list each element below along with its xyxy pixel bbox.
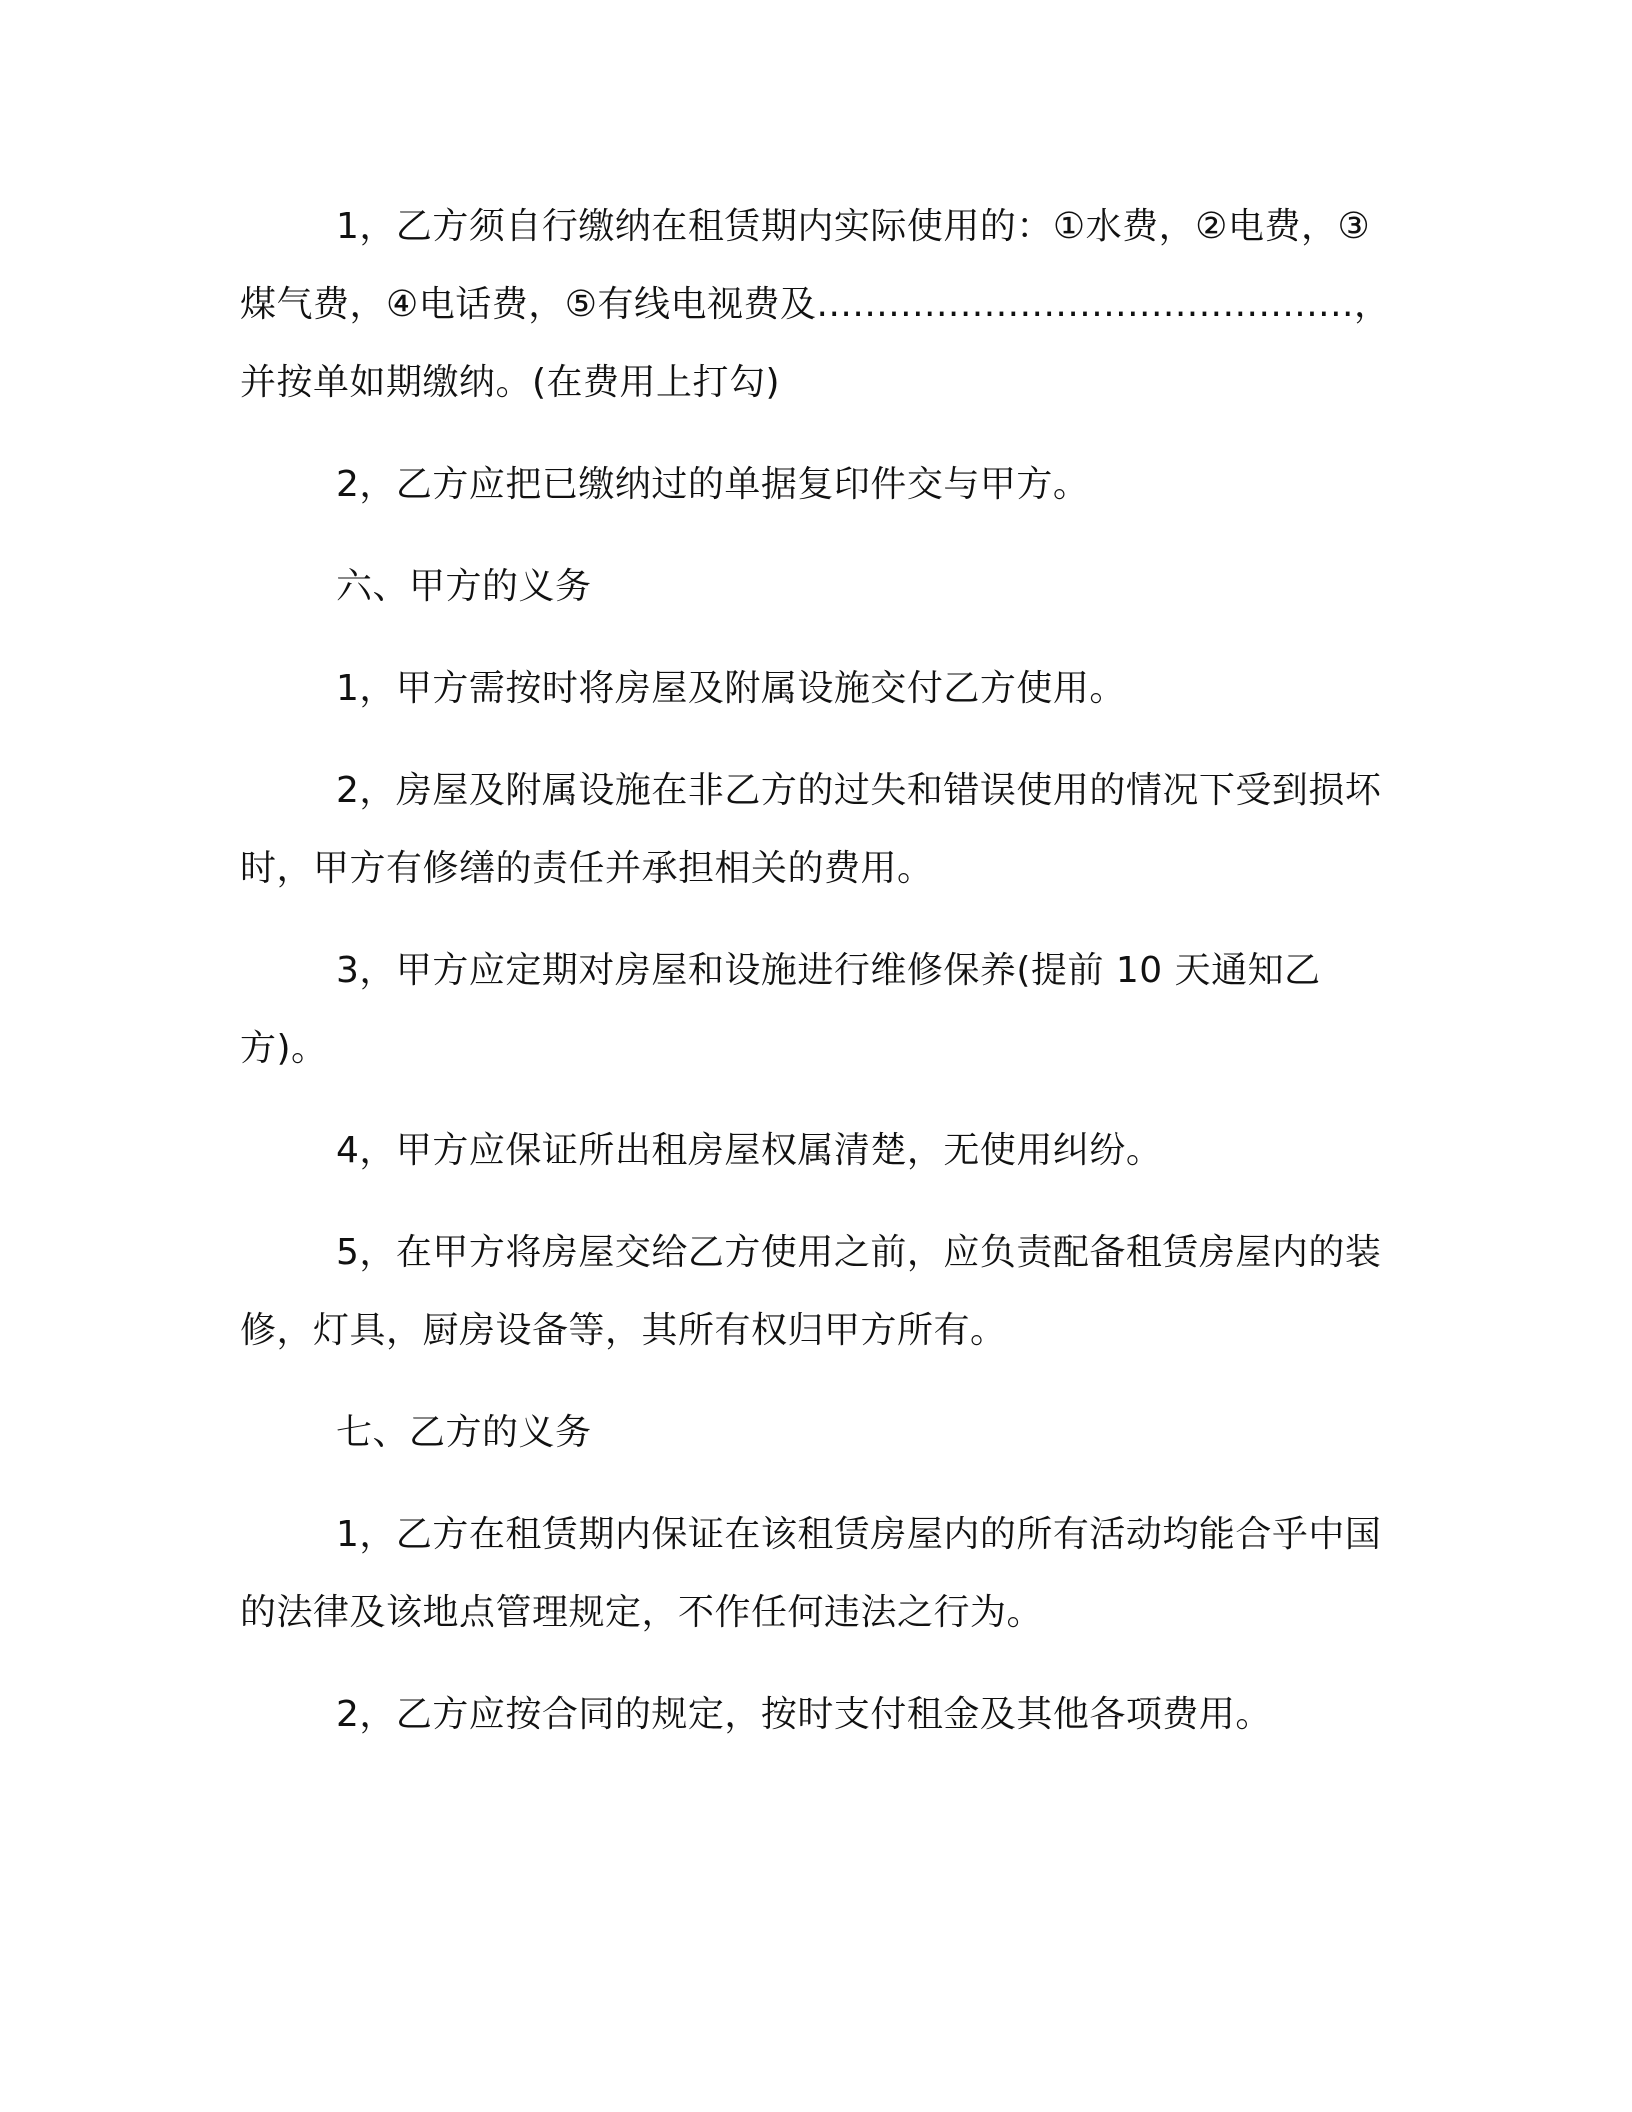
document-body [240,188,1400,1754]
paragraph-a-4: 4，甲方应保证所出租房屋权属清楚，无使用纠纷。 [336,1130,1163,1171]
paragraph-a-3: 3，甲方应定期对房屋和设施进行维修保养(提前 10 天通知乙方)。 [240,950,1321,1069]
paragraph-utility-fees: 1，乙方须自行缴纳在租赁期内实际使用的：①水费，②电费，③煤气费，④电话费，⑤有线电视费及.............................................，并按单如期缴纳。(在费用上打勾) [240,206,1391,403]
paragraph-receipts: 2，乙方应把已缴纳过的单据复印件交与甲方。 [336,464,1090,505]
section-heading-party-b-obligations: 七、乙方的义务 [336,1412,592,1453]
paragraph-a-5: 5，在甲方将房屋交给乙方使用之前，应负责配备租赁房屋内的装修，灯具，厨房设备等，其所有权归甲方所有。 [240,1232,1382,1351]
paragraph-a-2: 2，房屋及附属设施在非乙方的过失和错误使用的情况下受到损坏时，甲方有修缮的责任并承担相关的费用。 [240,770,1382,889]
paragraph-b-2: 2，乙方应按合同的规定，按时支付租金及其他各项费用。 [336,1694,1272,1735]
paragraph-b-1: 1，乙方在租赁期内保证在该租赁房屋内的所有活动均能合乎中国的法律及该地点管理规定，不作任何违法之行为。 [240,1514,1382,1633]
section-heading-party-a-obligations: 六、甲方的义务 [336,566,592,607]
paragraph-a-1: 1，甲方需按时将房屋及附属设施交付乙方使用。 [336,668,1126,709]
